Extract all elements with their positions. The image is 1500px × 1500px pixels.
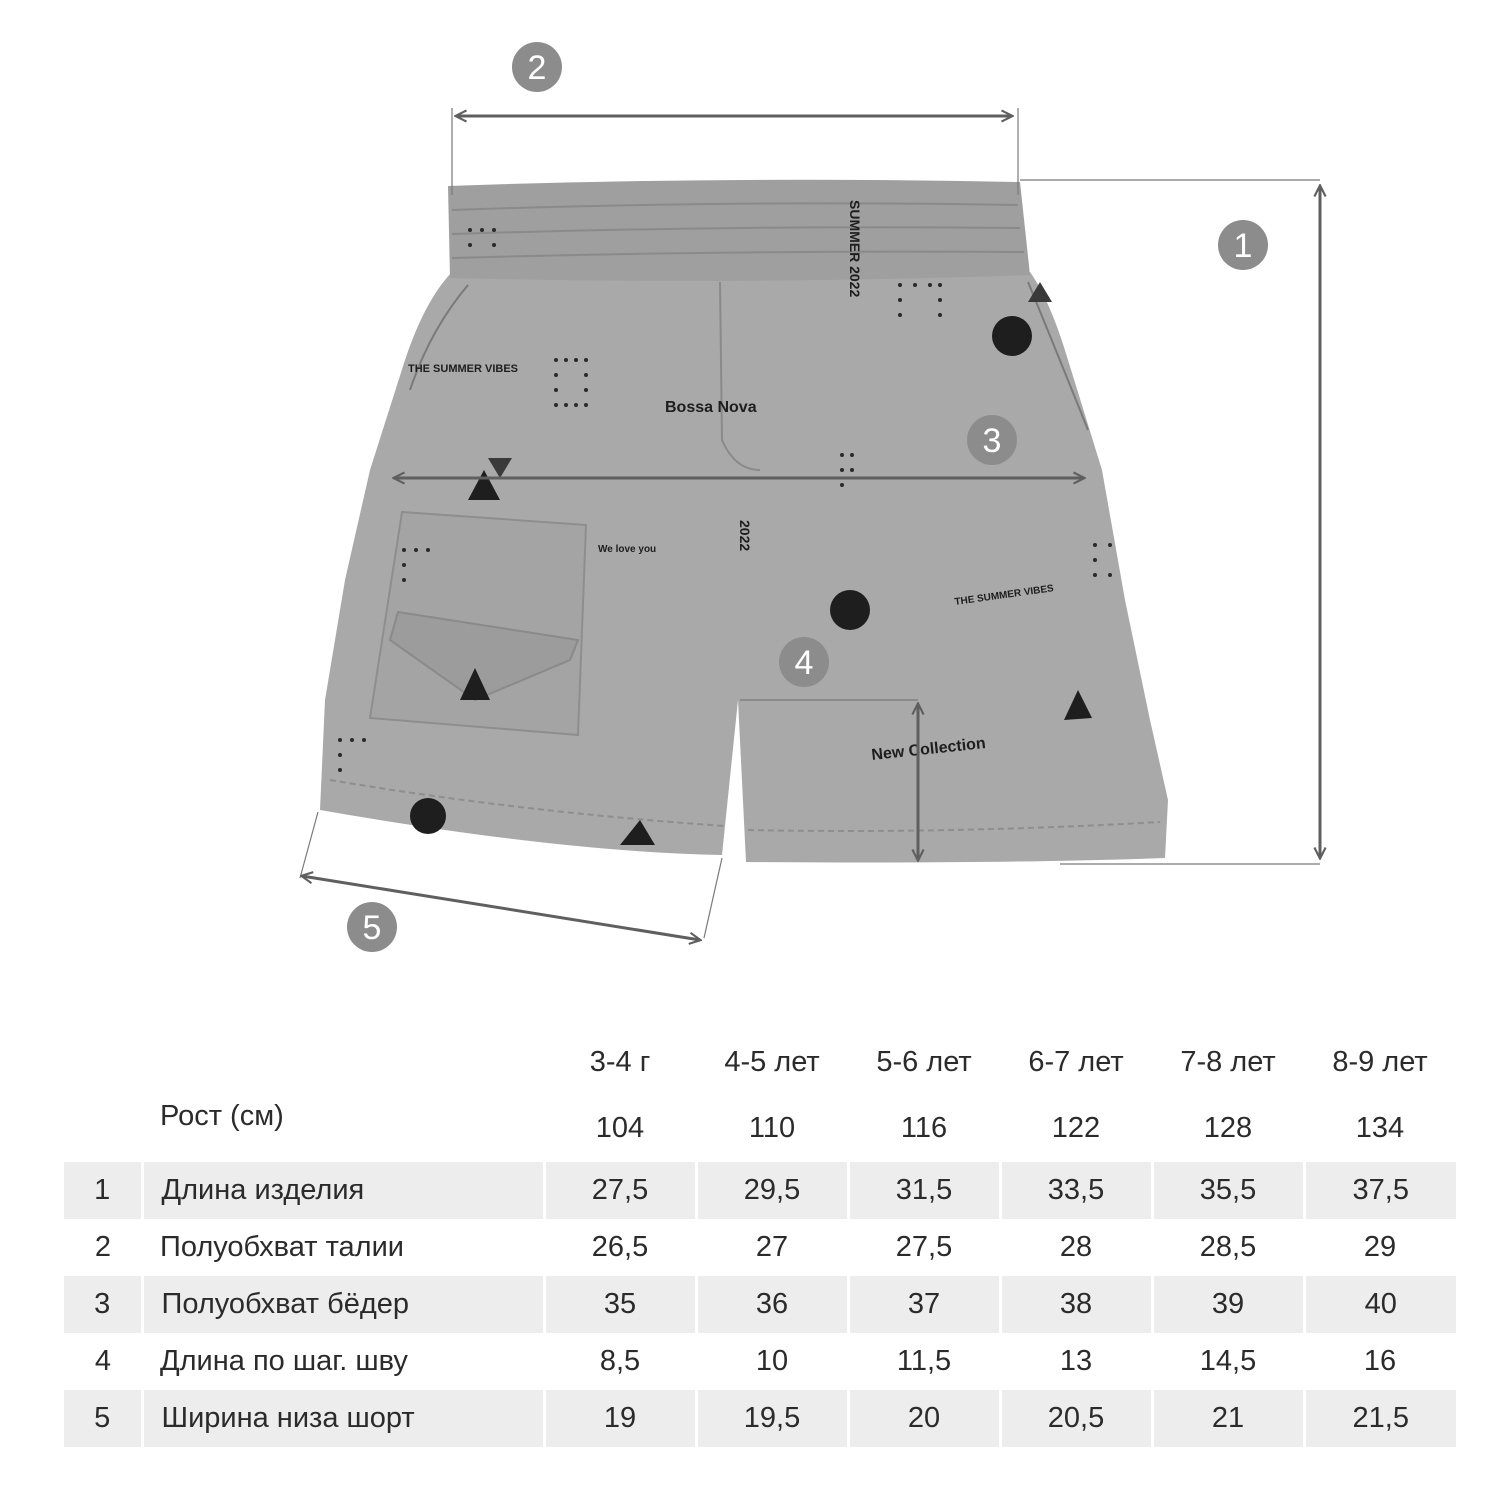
table-cell: 27 bbox=[755, 1231, 789, 1263]
height-value: 128 bbox=[1203, 1111, 1253, 1144]
height-row bbox=[64, 1094, 1456, 1162]
marker-label-3: 3 bbox=[982, 422, 1002, 460]
table-cell: 37 bbox=[848, 1276, 1000, 1333]
table-cell: 13 bbox=[1059, 1345, 1093, 1377]
height-value: 110 bbox=[748, 1111, 796, 1144]
table-cell: 20,5 bbox=[1000, 1390, 1152, 1447]
row-label: Ширина низа шорт bbox=[142, 1390, 544, 1447]
age-header-row bbox=[64, 1030, 1456, 1094]
marker-badge-1 bbox=[1218, 220, 1268, 270]
table-cell: 26,5 bbox=[591, 1231, 649, 1263]
table-cell: 29,5 bbox=[696, 1162, 848, 1219]
table-cell: 39 bbox=[1152, 1276, 1304, 1333]
marker-badge-5 bbox=[347, 902, 397, 952]
age-header: 4-5 лет bbox=[724, 1045, 820, 1078]
height-label: Рост (см) bbox=[160, 1100, 284, 1132]
measurement-row-waist bbox=[64, 1219, 1456, 1276]
size-chart-table bbox=[64, 1030, 1456, 1447]
table-cell: 29 bbox=[1363, 1231, 1397, 1263]
age-header: 3-4 г bbox=[589, 1045, 651, 1078]
height-value: 104 bbox=[595, 1111, 645, 1144]
waistband bbox=[448, 180, 1030, 281]
measurement-row-inseam bbox=[64, 1333, 1456, 1390]
table-cell: 8,5 bbox=[599, 1345, 641, 1377]
table-cell: 35 bbox=[544, 1276, 696, 1333]
age-header: 6-7 лет bbox=[1028, 1045, 1124, 1078]
height-value: 122 bbox=[1051, 1111, 1101, 1144]
height-value: 116 bbox=[900, 1111, 948, 1144]
shorts-illustration bbox=[320, 180, 1168, 863]
measurement-row-hips bbox=[64, 1276, 1456, 1333]
table-cell: 19 bbox=[544, 1390, 696, 1447]
age-header: 7-8 лет bbox=[1180, 1045, 1276, 1078]
row-number: 4 bbox=[94, 1345, 112, 1377]
table-cell: 21,5 bbox=[1304, 1390, 1456, 1447]
table-cell: 10 bbox=[755, 1345, 789, 1377]
marker-label-5: 5 bbox=[362, 909, 382, 947]
table-cell: 28 bbox=[1059, 1231, 1093, 1263]
table-cell: 11,5 bbox=[896, 1345, 952, 1377]
marker-badge-2 bbox=[512, 42, 562, 92]
measurement-row-length bbox=[64, 1162, 1456, 1219]
marker-badge-3 bbox=[967, 415, 1017, 465]
table-cell: 37,5 bbox=[1304, 1162, 1456, 1219]
empty-cell bbox=[64, 1030, 142, 1094]
print-text-we-love-you: We love you bbox=[598, 544, 657, 555]
row-label: Полуобхват талии bbox=[160, 1231, 404, 1263]
print-text-new-collection: New Collection bbox=[870, 735, 987, 764]
table-cell: 19,5 bbox=[696, 1390, 848, 1447]
table-cell: 14,5 bbox=[1199, 1345, 1257, 1377]
table-cell: 27,5 bbox=[895, 1231, 953, 1263]
row-label: Полуобхват бёдер bbox=[142, 1276, 544, 1333]
print-text-bossa-nova: Bossa Nova bbox=[665, 399, 757, 416]
table-cell: 21 bbox=[1152, 1390, 1304, 1447]
table-cell: 33,5 bbox=[1000, 1162, 1152, 1219]
row-number: 2 bbox=[94, 1231, 112, 1263]
table-cell: 16 bbox=[1363, 1345, 1397, 1377]
empty-cell bbox=[142, 1030, 544, 1094]
age-header: 5-6 лет bbox=[876, 1045, 972, 1078]
table-cell: 38 bbox=[1000, 1276, 1152, 1333]
table-cell: 28,5 bbox=[1199, 1231, 1257, 1263]
age-header: 8-9 лет bbox=[1332, 1045, 1428, 1078]
height-value: 134 bbox=[1355, 1111, 1405, 1144]
marker-label-4: 4 bbox=[794, 644, 814, 682]
measurement-row-hem bbox=[64, 1390, 1456, 1447]
marker-label-2: 2 bbox=[527, 49, 547, 87]
row-number: 3 bbox=[64, 1276, 142, 1333]
row-label: Длина изделия bbox=[142, 1162, 544, 1219]
row-number: 1 bbox=[64, 1162, 142, 1219]
print-text-2022: 2022 bbox=[737, 520, 753, 552]
marker-label-1: 1 bbox=[1233, 227, 1253, 265]
print-text-summer-2022: SUMMER 2022 bbox=[847, 200, 863, 298]
empty-cell bbox=[64, 1094, 142, 1162]
marker-badge-4 bbox=[779, 637, 829, 687]
table-cell: 40 bbox=[1304, 1276, 1456, 1333]
print-text-summer-vibes: THE SUMMER VIBES bbox=[408, 363, 519, 375]
table-cell: 35,5 bbox=[1152, 1162, 1304, 1219]
table-cell: 36 bbox=[696, 1276, 848, 1333]
print-text-summer-vibes-2: THE SUMMER VIBES bbox=[953, 583, 1055, 608]
table-cell: 31,5 bbox=[848, 1162, 1000, 1219]
table-cell: 20 bbox=[848, 1390, 1000, 1447]
row-number: 5 bbox=[64, 1390, 142, 1447]
table-cell: 27,5 bbox=[544, 1162, 696, 1219]
row-label: Длина по шаг. шву bbox=[160, 1345, 408, 1377]
